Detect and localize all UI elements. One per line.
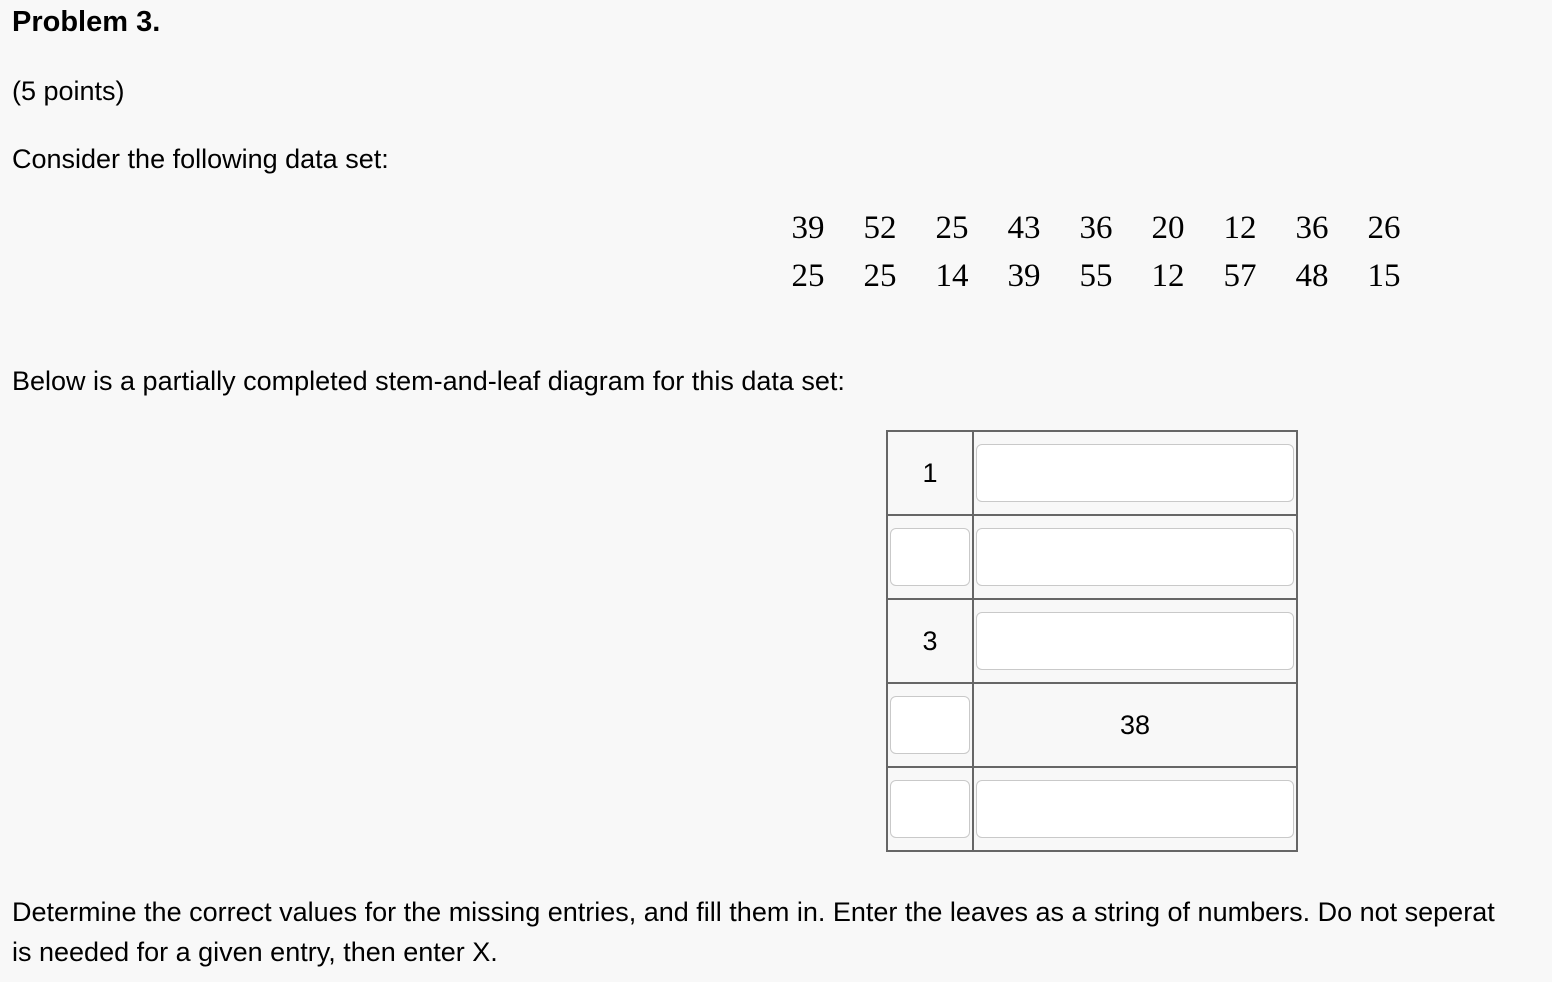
leaf-input[interactable] [976,612,1294,670]
diagram-intro-text: Below is a partially completed stem-and-leaf diagram for this data set: [12,366,845,396]
data-value: 52 [863,209,897,246]
data-set-table [772,204,1420,300]
data-row [772,252,1420,300]
leaf-input[interactable] [976,780,1294,838]
instructions-line: is needed for a given entry, then enter X. [12,937,498,967]
data-value: 25 [863,257,897,294]
data-value: 43 [1007,209,1041,246]
data-value: 12 [1223,209,1257,246]
data-value: 39 [1007,257,1041,294]
stem-cell [887,683,973,767]
leaf-cell [973,599,1297,683]
points-label: (5 points) [12,76,125,106]
data-value: 12 [1151,257,1185,294]
stem-leaf-row [887,515,1297,599]
stem-leaf-row [887,431,1297,515]
leaf-input[interactable] [976,444,1294,502]
intro-text: Consider the following data set: [12,144,389,174]
stem-cell: 3 [887,599,973,683]
data-value: 20 [1151,209,1185,246]
leaf-cell [973,767,1297,851]
stem-input[interactable] [890,528,970,586]
stem-leaf-row [887,599,1297,683]
leaf-input[interactable] [976,528,1294,586]
leaf-cell [973,431,1297,515]
data-value: 14 [935,257,969,294]
data-row [772,204,1420,252]
stem-input[interactable] [890,780,970,838]
data-value: 36 [1295,209,1329,246]
data-value: 39 [791,209,825,246]
data-value: 25 [791,257,825,294]
data-value: 25 [935,209,969,246]
problem-title: Problem 3. [12,6,161,38]
leaf-cell [973,515,1297,599]
data-value: 48 [1295,257,1329,294]
instructions-text [12,892,1552,972]
data-value: 15 [1367,257,1401,294]
data-value: 55 [1079,257,1113,294]
stem-leaf-row [887,767,1297,851]
stem-cell [887,767,973,851]
data-value: 26 [1367,209,1401,246]
stem-and-leaf-diagram [886,430,1298,852]
instructions-line: Determine the correct values for the missing entries, and fill them in. Enter the leaves as a string of numbers. Do not seperat [12,897,1495,927]
stem-input[interactable] [890,696,970,754]
data-value: 57 [1223,257,1257,294]
stem-cell: 1 [887,431,973,515]
data-value: 36 [1079,209,1113,246]
stem-leaf-row [887,683,1297,767]
stem-cell [887,515,973,599]
leaf-cell: 38 [973,683,1297,767]
